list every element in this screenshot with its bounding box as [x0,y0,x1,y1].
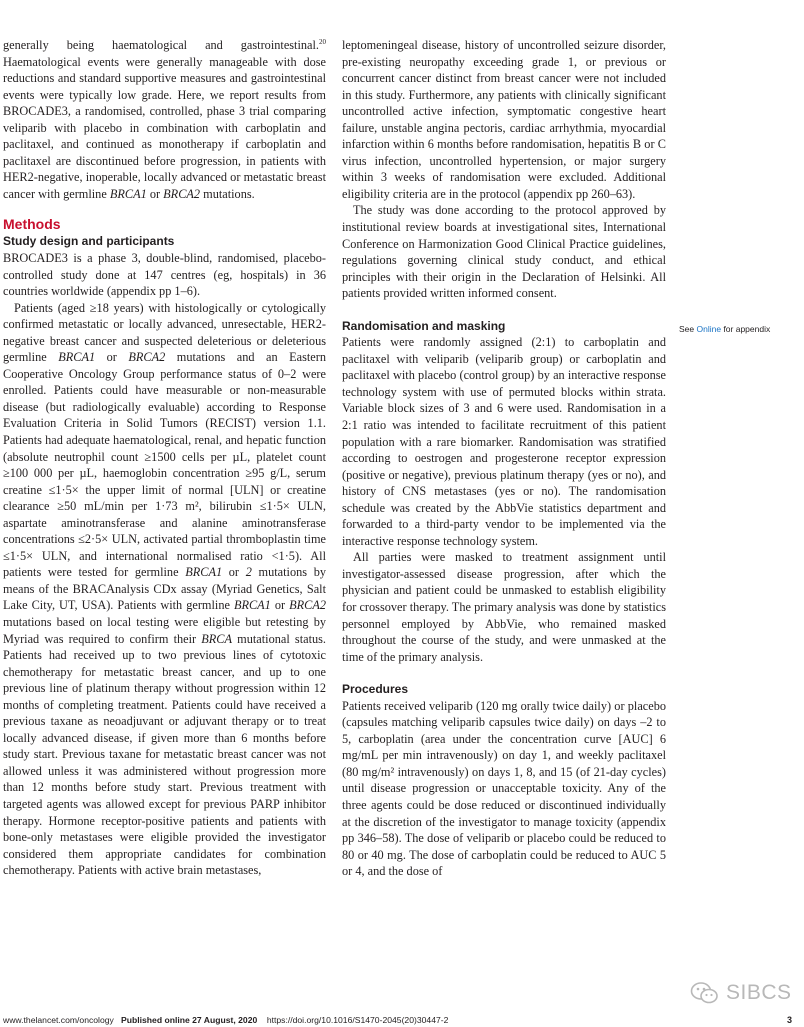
watermark [690,981,792,1005]
online-link[interactable]: Online [696,324,722,334]
masking-paragraph: All parties were masked to treatment assignment until investigator-assessed disease progression, after which the physician and patient could be unmasked to establish eligibility for crossover therapy. The primary analysis was done by statistics personnel employed by AbbVie, who remained masked throughout the course of the study, and were unmasked at the time of the primary analysis. [342,550,666,664]
page-footer [3,1015,448,1025]
randomisation-paragraph: Patients were randomly assigned (2:1) to carboplatin and paclitaxel with veliparib (veliparib group) or carboplatin and paclitaxel with placebo (control group) by an interactive response technology system with use of permuted blocks within strata. Variable block sizes of 3 and 6 were used. Randomisation in a 2:1 ratio was intended to facilitate recruitment of this patient population with a rare biomarker. Randomisation was stratified according to oestrogen and progesterone receptor expression (positive or negative), previous platinum therapy (yes or no), and history of CNS metastases (yes or no). The randomisation schedule was created by the AbbVie statistics department and forwarded to a third-party vendor to be implemented via the interactive response technology system. [342,335,666,548]
doi-link[interactable]: https://doi.org/10.1016/S1470-2045(20)30447-2 [266,1015,449,1025]
methods-heading: Methods [3,216,61,233]
page-number: 3 [787,1015,793,1025]
patients-paragraph: Patients (aged ≥18 years) with histologically or cytologically confirmed metastatic or locally advanced, unresectable, HER2-negative breast cancer and suspected deleterious or deleterious germline BRCA1 or BRCA2 mutations and an Eastern Cooperative Oncology Group performance status of 0–2 were enrolled. Patients could have measurable or non-measurable disease (but radiologically evaluable) according to Response Evaluation Criteria in Solid Tumors (RECIST) version 1.1. Patients had adequate haematological, renal, and hepatic function (absolute neutrophil count ≥1500 cells per µL, platelet count ≥100 000 per µL, haemoglobin concentration ≥95 g/L, serum creatine ≤1·5× the upper limit of normal [ULN] or creatine clearance ≥50 mL/min per 1·73 m², bilirubin ≤1·5× ULN, aspartate aminotransferase and alanine aminotransferase concentrations ≤2·5× ULN, activated partial thromboplastin time ≤1·5× ULN, and international normalised ratio <1·5). All patients were tested for germline BRCA1 or 2 mutations by means of the BRACAnalysis CDx assay (Myriad Genetics, Salt Lake City, UT, USA). Patients with germline BRCA1 or BRCA2 mutations based on local testing were eligible but retesting by Myriad was required to confirm their BRCA mutational status. Patients had received up to two previous lines of cytotoxic chemotherapy for metastatic breast cancer, and up to one previous line of platinum therapy without progression within 12 months of completing treatment. Patients could have received a previous taxane as neoadjuvant or adjuvant therapy or to treat locally advanced disease, if given more than 6 months before study start. Previous taxane for metastatic breast cancer was not allowed unless it was administered without progression more than 12 months before study start. Previous treatment with targeted agents was allowed except for previous PARP inhibitor therapy. Hormone receptor-positive patients and patients with bone-only metastases were eligible provided the investigator considered them appropriate candidates for combination chemotherapy. Patients with active brain metastases, [3,300,327,878]
wechat-icon [690,981,720,1005]
left-column [3,37,326,879]
publish-date: Published online 27 August, 2020 [121,1015,258,1025]
ethics-paragraph: The study was done according to the protocol approved by institutional review boards at investigational sites, International Conference on Harmonization Good Clinical Practice guidelines, regulations governing clinical study conduct, and ethical principles with their origin in the Declaration of Helsinki. All patients provided written informed consent. [342,203,666,301]
procedures-heading: Procedures [342,682,409,697]
study-design-paragraph: BROCADE3 is a phase 3, double-blind, randomised, placebo-controlled study done at 147 centres (eg, hospitals) in 36 countries worldwide (appendix pp 1–6). [3,250,326,299]
journal-url[interactable]: www.thelancet.com/oncology [3,1015,114,1025]
appendix-sidenote: See Online for appendix [679,324,771,334]
intro-paragraph: generally being haematological and gastrointestinal.$^{20}$ Haematological events were generally manageable with dose reductions and standard supportive measures and gastrointestinal events were typically low grade. Here, we report results from BROCADE3, a randomised, controlled, phase 3 trial comparing veliparib with placebo in combination with carboplatin and paclitaxel, and continued as monotherapy if carboplatin and paclitaxel are discontinued before progression, in patients with HER2-negative, inoperable, locally advanced or metastatic breast cancer with germline BRCA1 or BRCA2 mutations. [3,38,326,201]
right-column [342,37,666,880]
study-design-heading: Study design and participants [3,234,175,249]
procedures-paragraph: Patients received veliparib (120 mg orally twice daily) or placebo (capsules matching veliparib capsules twice daily) on days –2 to 5, carboplatin (area under the concentration curve [AUC] 6 mg/mL per min intravenously) on day 1, and weekly paclitaxel (80 mg/m² intravenously) on days 1, 8, and 15 (of 21-day cycles) until disease progression or unacceptable toxicity. Any of the three agents could be dose reduced or discontinued individually at the discretion of the investigator to manage toxicity (appendix pp 346–58). The dose of veliparib or placebo could be reduced to 80 or 40 mg. The dose of carboplatin could be reduced to AUC 5 or 4, and the dose of [342,698,666,879]
reference-superscript: 20 [319,38,326,46]
randomisation-heading: Randomisation and masking [342,318,506,333]
exclusion-paragraph: leptomeningeal disease, history of uncontrolled seizure disorder, pre-existing neuropathy exceeding grade 1, or previous or concurrent cancer distinct from breast cancer were not included in this study. Furthermore, any patients with clinically significant uncontrolled active infection, symptomatic congestive heart failure, unstable angina pectoris, cardiac arrhythmia, myocardial infarction within 6 months before randomisation, hepatitis B or C virus infection, uncontrolled hypertension, or major surgery within 3 weeks of randomisation were excluded. Additional eligibility criteria are in the protocol (appendix pp 260–63). [342,38,666,201]
watermark-text: SIBCS [726,981,792,1004]
